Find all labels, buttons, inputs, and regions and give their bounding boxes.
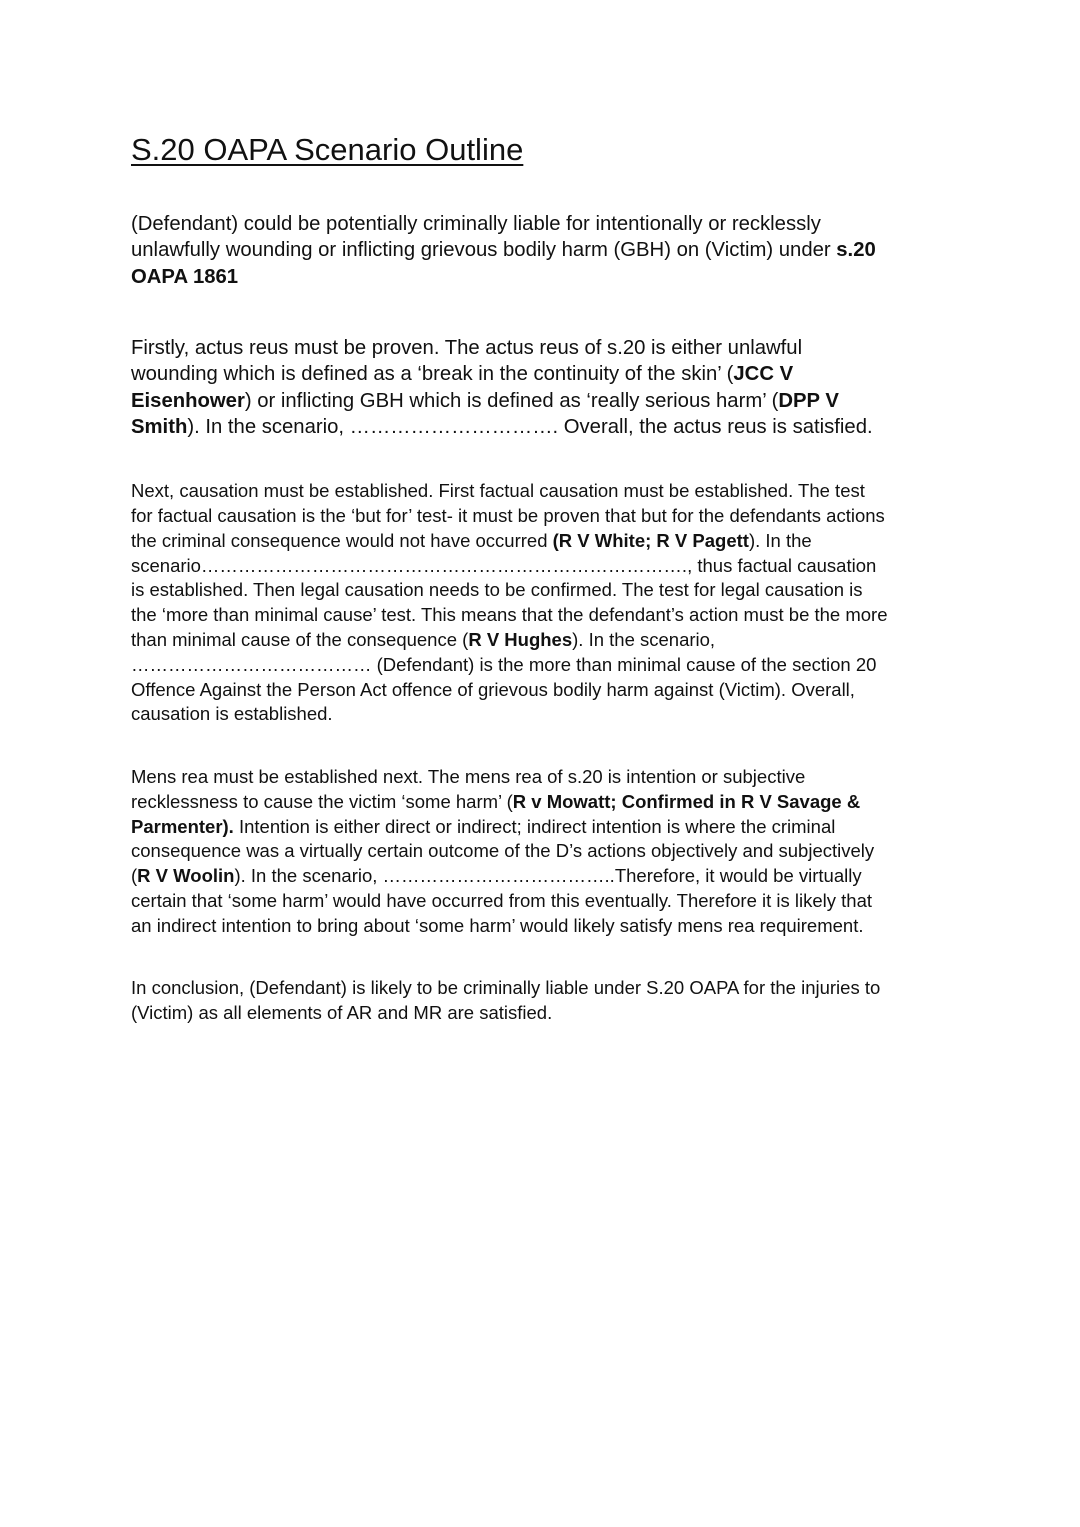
mens-rea-text: ). In the scenario, ………………………………..Therefore, it would be virtually certain that ‘some harm’ would have occurred from this eventually. Therefore it is likely that an indirect intention to bring about ‘some harm’ would likely satisfy mens rea requirement. [131,865,873,936]
intro-text: (Defendant) could be potentially criminally liable for intentionally or recklessly unlawfully wounding or inflicting grievous bodily harm (GBH) on (Victim) under [131,212,831,261]
case-citation: R V Hughes [468,629,573,651]
causation-text: ). In the scenario, ………………………………… (Defendant) is the more than minimal cause of the section 20 Offence Against the Person Act offence of grievous bodily harm against (Victim). Overall, causation is established. [131,629,877,725]
intro-statute: s.20 OAPA 1861 [131,239,876,288]
actus-reus-paragraph [131,308,956,441]
mens-rea-text: Intention is either direct or indirect; indirect intention is where the criminal consequence was a virtually certain outcome of the D’s actions objectively and subjectively ( [131,815,875,887]
case-citation: (R V White; R V Pagett [552,529,749,551]
case-citation: R V Woolin [137,865,235,887]
mens-rea-paragraph [131,740,956,938]
case-citation: DPP V Smith [131,389,839,438]
causation-paragraph [131,455,956,728]
mens-rea-text: Mens rea must be established next. The mens rea of s.20 is intention or subjective recklessness to cause the victim ‘some harm’ ( [131,766,806,812]
causation-text: Next, causation must be established. First factual causation must be established. The test for factual causation is the ‘but for’ test- it must be proven that but for the defendants actions the criminal consequence would not have occurred [131,480,885,551]
actus-reus-text: ) or inflicting GBH which is defined as ‘really serious harm’ ( [244,389,779,412]
case-citation: JCC V Eisenhower [131,363,794,412]
actus-reus-text: Firstly, actus reus must be proven. The actus reus of s.20 is either unlawful wounding which is defined as a ‘break in the continuity of the skin’ ( [131,336,803,385]
document-title: S.20 OAPA Scenario Outline [131,132,524,167]
document-page [131,130,956,1026]
intro-paragraph [131,184,956,290]
conclusion-paragraph [131,952,956,1026]
conclusion-text: In conclusion, (Defendant) is likely to be criminally liable under S.20 OAPA for the injuries to (Victim) as all elements of AR and MR are satisfied. [131,977,881,1024]
causation-text: ). In the scenario……………………………………………………………………., thus factual causation is established. Then legal causation needs to be confirmed. The test for legal causation is the ‘more than minimal cause’ test. This means that the defendant’s action must be the more than minimal cause of the consequence ( [131,529,888,651]
actus-reus-text: ). In the scenario, …………………………. Overall, the actus reus is satisfied. [187,416,873,438]
case-citation: R v Mowatt; Confirmed in R V Savage & Parmenter). [131,790,861,837]
